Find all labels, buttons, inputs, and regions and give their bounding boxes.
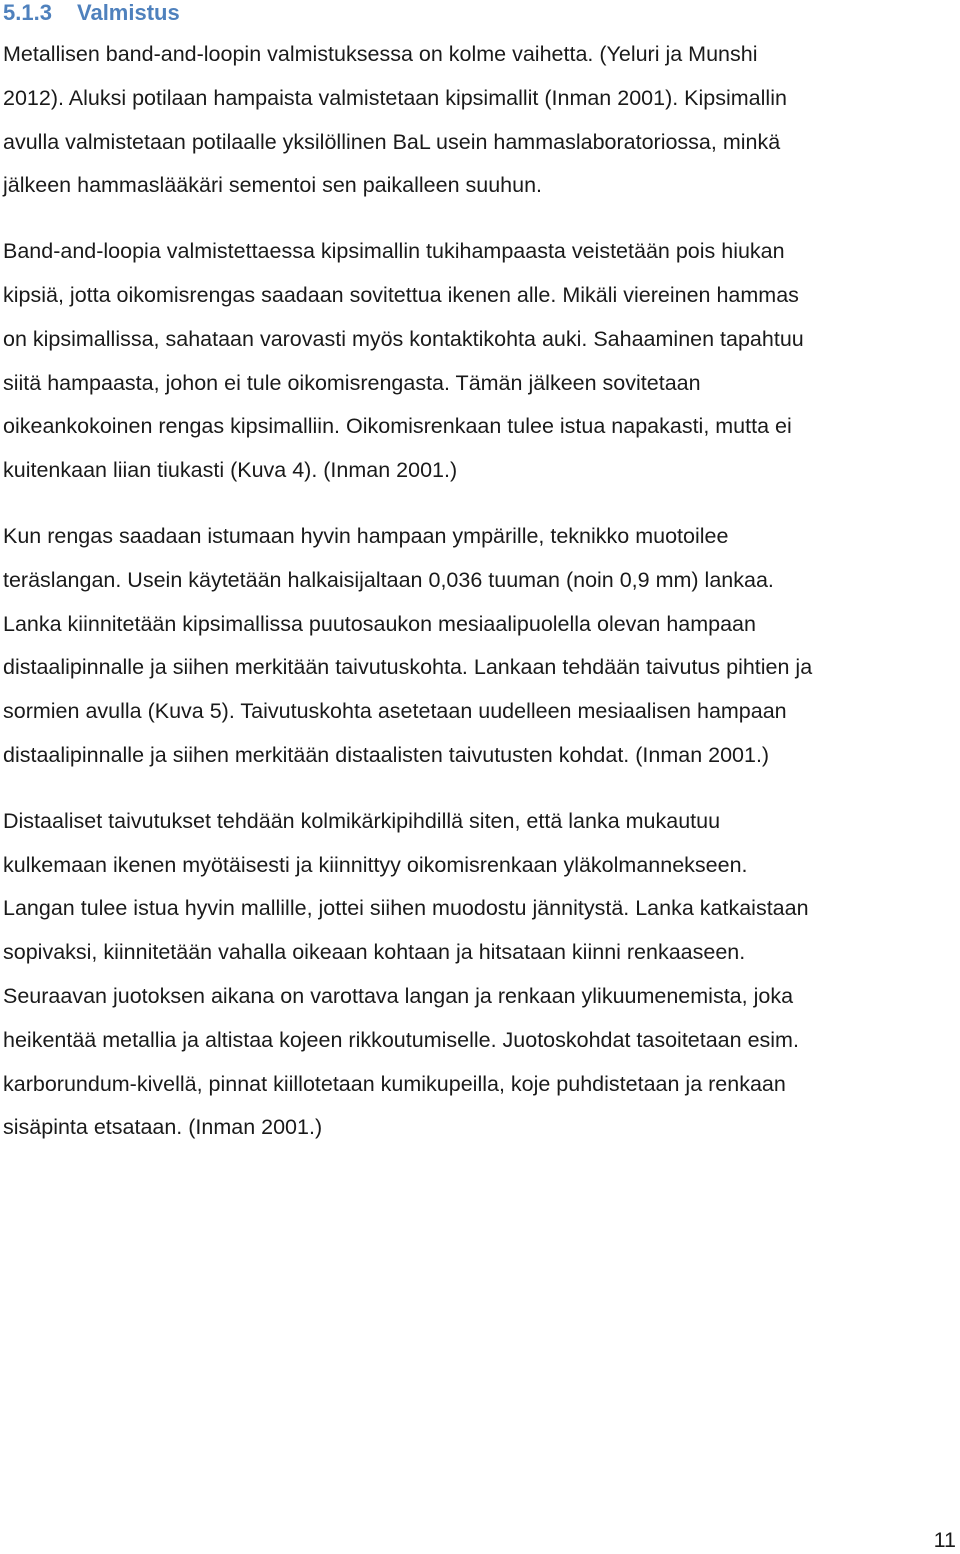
- section-heading: [3, 0, 958, 27]
- text-line: Langan tulee istua hyvin mallille, jottei siihen muodostu jännitystä. Lanka katkaistaan: [3, 896, 809, 921]
- text-line: kuitenkaan liian tiukasti (Kuva 4). (Inman 2001.): [3, 458, 458, 483]
- page-number: 11: [933, 1528, 956, 1552]
- text-line: siitä hampaasta, johon ei tule oikomisrengasta. Tämän jälkeen sovitetaan: [3, 370, 701, 395]
- text-line: avulla valmistetaan potilaalle yksilöllinen BaL usein hammaslaboratoriossa, minkä: [3, 129, 781, 154]
- paragraph-1: [3, 33, 958, 208]
- text-line: teräslangan. Usein käytetään halkaisijaltaan 0,036 tuuman (noin 0,9 mm) lankaa.: [3, 567, 774, 592]
- text-line: oikeankokoinen rengas kipsimalliin. Oikomisrenkaan tulee istua napakasti, mutta ei: [3, 414, 792, 439]
- text-line: kipsiä, jotta oikomisrengas saadaan sovitettua ikenen alle. Mikäli viereinen hammas: [3, 282, 799, 307]
- text-line: distaalipinnalle ja siihen merkitään taivutuskohta. Lankaan tehdään taivutus pihtien ja: [3, 655, 813, 680]
- text-line: sisäpinta etsataan. (Inman 2001.): [3, 1115, 323, 1140]
- text-line: Band-and-loopia valmistettaessa kipsimallin tukihampaasta veistetään pois hiukan: [3, 239, 785, 264]
- section-title: Valmistus: [77, 0, 180, 25]
- text-line: sopivaksi, kiinnitetään vahalla oikeaan kohtaan ja hitsataan kiinni renkaaseen.: [3, 940, 746, 965]
- section-number: 5.1.3: [3, 0, 52, 25]
- text-line: Kun rengas saadaan istumaan hyvin hampaan ympärille, teknikko muotoilee: [3, 523, 729, 548]
- text-line: Lanka kiinnitetään kipsimallissa puutosaukon mesiaalipuolella olevan hampaan: [3, 611, 756, 636]
- paragraph-3: [3, 515, 958, 778]
- paragraph-4: [3, 800, 958, 1150]
- text-line: karborundum-kivellä, pinnat kiillotetaan kumikupeilla, koje puhdistetaan ja renkaan: [3, 1071, 786, 1096]
- text-line: Distaaliset taivutukset tehdään kolmikärkipihdillä siten, että lanka mukautuu: [3, 808, 721, 833]
- text-line: kulkemaan ikenen myötäisesti ja kiinnittyy oikomisrenkaan yläkolmannekseen.: [3, 852, 748, 877]
- text-line: on kipsimallissa, sahataan varovasti myös kontaktikohta auki. Sahaaminen tapahtuu: [3, 326, 804, 351]
- text-line: Seuraavan juotoksen aikana on varottava langan ja renkaan ylikuumenemista, joka: [3, 983, 794, 1008]
- text-line: 2012). Aluksi potilaan hampaista valmistetaan kipsimallit (Inman 2001). Kipsimallin: [3, 85, 787, 110]
- text-line: Metallisen band-and-loopin valmistuksessa on kolme vaihetta. (Yeluri ja Munshi: [3, 42, 758, 66]
- document-page: [3, 0, 958, 1150]
- text-line: heikentää metallia ja altistaa kojeen rikkoutumiselle. Juotoskohdat tasoitetaan esim.: [3, 1027, 799, 1052]
- paragraph-2: [3, 230, 958, 493]
- text-line: distaalipinnalle ja siihen merkitään distaalisten taivutusten kohdat. (Inman 2001.): [3, 742, 770, 767]
- text-line: jälkeen hammaslääkäri sementoi sen paikalleen suuhun.: [3, 173, 543, 198]
- text-line: sormien avulla (Kuva 5). Taivutuskohta asetetaan uudelleen mesiaalisen hampaan: [3, 699, 787, 724]
